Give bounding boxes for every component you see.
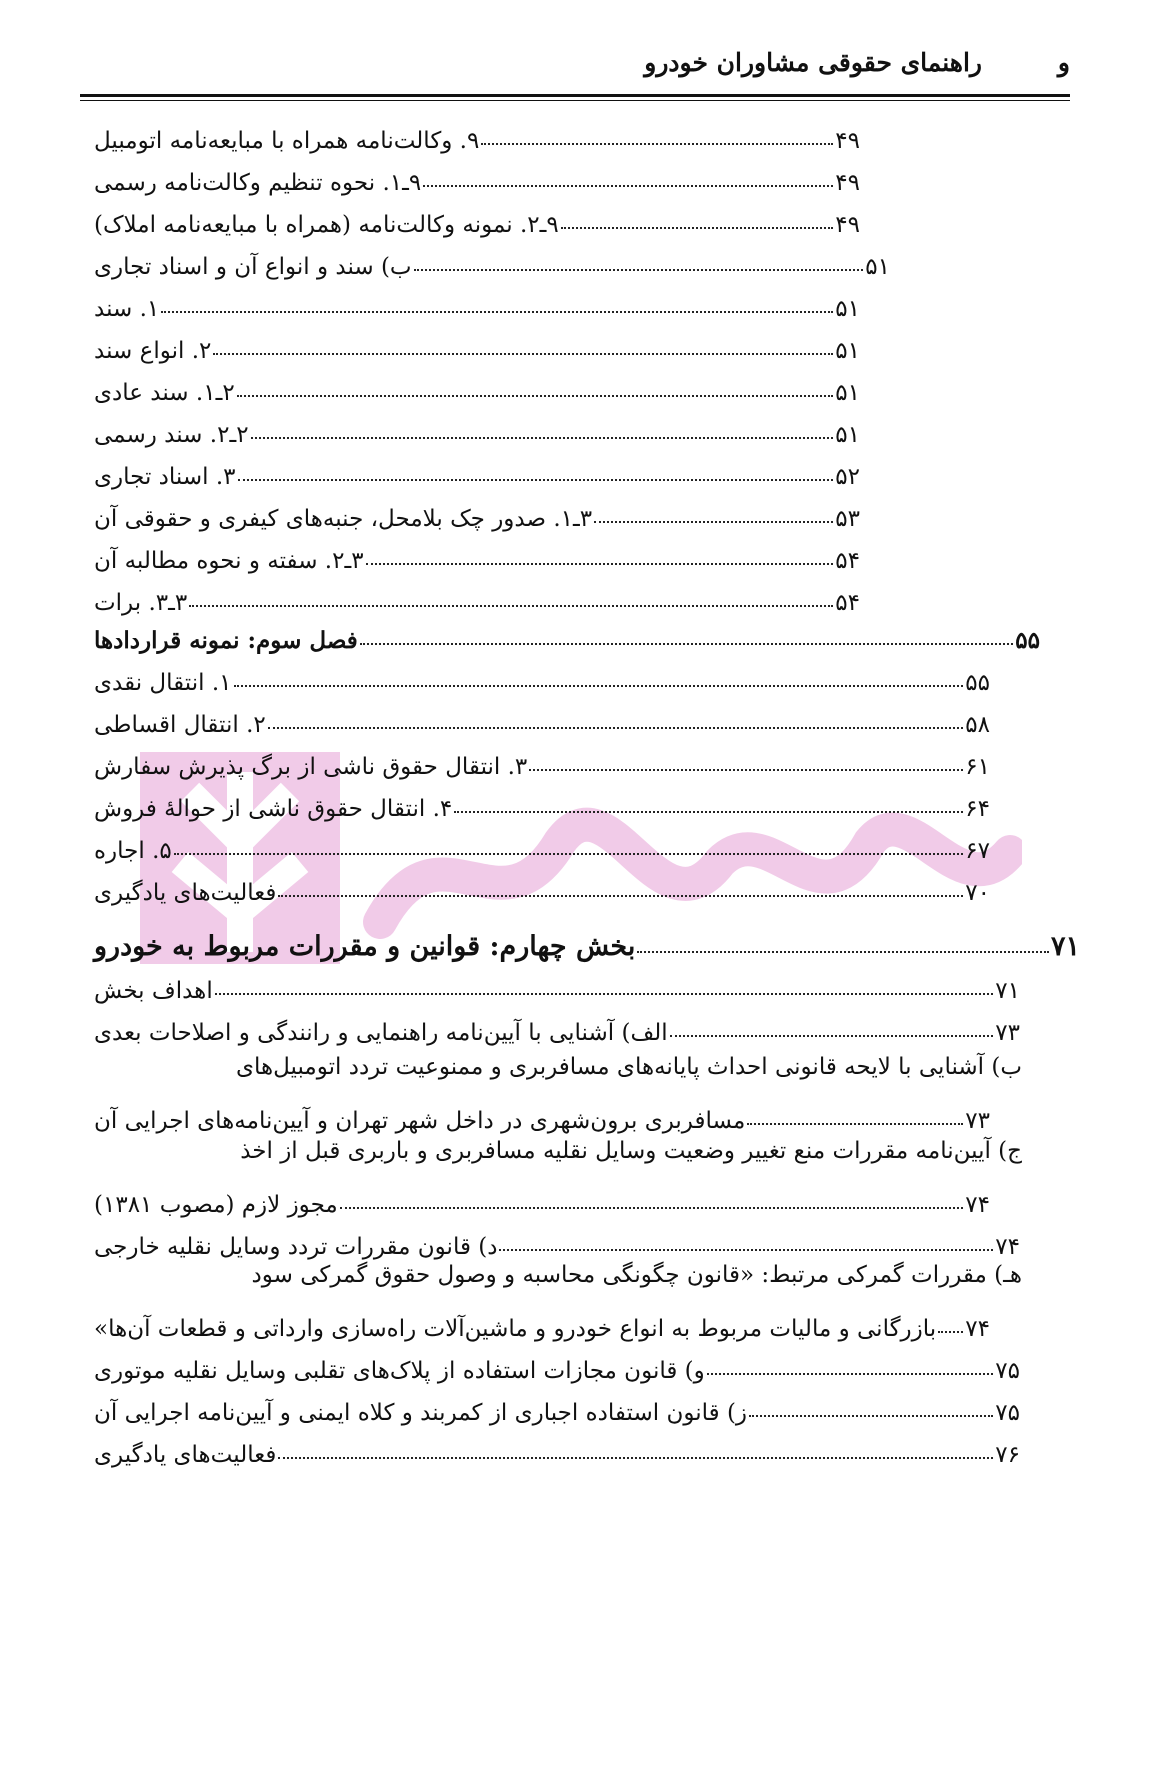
toc-entry-page: ۵۴ [835, 548, 860, 574]
leader-dots [215, 993, 994, 995]
toc-entry-page: ۷۰ [965, 880, 990, 906]
leader-dots [747, 1123, 963, 1125]
leader-dots [938, 1331, 963, 1333]
toc-entry-page: ۷۵ [995, 1358, 1020, 1384]
leader-dots [234, 685, 964, 687]
toc-entry[interactable] [90, 238, 892, 280]
toc-entry-page: ۶۷ [965, 838, 990, 864]
toc-entry[interactable] [90, 1342, 1022, 1384]
toc-entry[interactable] [90, 532, 862, 574]
toc-entry-first-line: ب) آشنایی با لایحه قانونی احداث پایانه‌های مسافربری و ممنوعیت تردد اتومبیل‌های [235, 1054, 1022, 1080]
toc-entry-page: ۴۹ [835, 128, 860, 154]
toc-entry-page: ۵۱ [865, 254, 890, 280]
toc-entry[interactable] [90, 822, 992, 864]
leader-dots [189, 605, 833, 607]
toc-entry[interactable] [90, 448, 862, 490]
toc-entry[interactable] [90, 364, 862, 406]
part-page: ۷۱ [1050, 931, 1080, 962]
toc-entry-title: ۳ـ۳. برات [94, 590, 188, 616]
toc-entry-title: ۵. اجاره [94, 838, 172, 864]
toc-entry-title: ۳. انتقال حقوق ناشی از برگ پذیرش سفارش [94, 754, 528, 780]
leader-dots [237, 395, 834, 397]
toc-entry-title: د) قانون مقررات تردد وسایل نقلیه خارجی [94, 1234, 498, 1260]
leader-dots [637, 951, 1049, 953]
leader-dots [360, 643, 1014, 645]
leader-dots [561, 227, 834, 229]
toc-entry-page: ۶۴ [965, 796, 990, 822]
toc-entry-title: فعالیت‌های یادگیری [94, 1442, 277, 1468]
toc-entry-page: ۵۸ [965, 712, 990, 738]
toc-entry[interactable] [90, 1176, 992, 1218]
toc-entry-page: ۷۳ [965, 1108, 990, 1134]
leader-dots [213, 353, 833, 355]
toc-entry[interactable] [90, 112, 862, 154]
toc-entry-title: ۳ـ۱. صدور چک بلامحل، جنبه‌های کیفری و حقوقی آن [94, 506, 593, 532]
toc-entry-page: ۷۴ [995, 1234, 1020, 1260]
leader-dots [161, 311, 833, 313]
leader-dots [340, 1207, 964, 1209]
leader-dots [268, 727, 964, 729]
toc-entry[interactable] [90, 1384, 1022, 1426]
toc-entry-title: ب) سند و انواع آن و اسناد تجاری [94, 254, 412, 280]
leader-dots [174, 853, 964, 855]
toc-entry-page: ۵۵ [965, 670, 990, 696]
toc-entry-title: ۲ـ۱. سند عادی [94, 380, 235, 406]
part-heading[interactable] [90, 914, 1082, 962]
toc-entry[interactable] [90, 864, 992, 906]
toc-entry-title: ۹ـ۱. نحوه تنظیم وکالت‌نامه رسمی [94, 170, 422, 196]
toc-entry-page: ۶۱ [965, 754, 990, 780]
toc-entry-page: ۷۶ [995, 1442, 1020, 1468]
toc-entry[interactable] [90, 696, 992, 738]
chapter-heading[interactable] [90, 612, 1042, 654]
leader-dots [414, 269, 864, 271]
page-number: و [1057, 48, 1070, 77]
toc-entry[interactable] [90, 574, 862, 616]
toc-entry-title: ۲ـ۲. سند رسمی [94, 422, 249, 448]
toc-entry-page: ۷۴ [965, 1316, 990, 1342]
part-title: بخش چهارم: قوانین و مقررات مربوط به خودرو [94, 931, 636, 962]
toc-entry[interactable] [90, 406, 862, 448]
chapter-page: ۵۵ [1015, 627, 1040, 654]
toc-entry-title: ۳. اسناد تجاری [94, 464, 236, 490]
toc-entry-page: ۵۱ [835, 380, 860, 406]
toc-entry-page: ۵۴ [835, 590, 860, 616]
toc-entry-page: ۷۴ [965, 1192, 990, 1218]
book-title: راهنمای حقوقی مشاوران خودرو [644, 48, 982, 77]
toc-entry-title: ۲. انتقال اقساطی [94, 712, 266, 738]
toc-entry[interactable] [90, 1004, 1022, 1046]
leader-dots [238, 479, 834, 481]
toc-entry-title: ۹ـ۲. نمونه وکالت‌نامه (همراه با مبایعه‌نامه املاک) [94, 212, 559, 238]
running-header [80, 44, 1070, 84]
leader-dots [278, 1457, 993, 1459]
toc-entry[interactable] [90, 322, 862, 364]
toc-entry[interactable] [90, 738, 992, 780]
leader-dots [251, 437, 834, 439]
toc-entry-title: بازرگانی و مالیات مربوط به انواع خودرو و ماشین‌آلات راه‌سازی وارداتی و قطعات آن‌ها» [94, 1316, 937, 1342]
toc-entry-title: ۹. وکالت‌نامه همراه با مبایعه‌نامه اتومبیل [94, 128, 480, 154]
toc-entry-page: ۵۱ [835, 296, 860, 322]
toc-entry-page: ۷۵ [995, 1400, 1020, 1426]
leader-dots [499, 1249, 993, 1251]
leader-dots [454, 811, 963, 813]
toc-entry[interactable] [90, 196, 862, 238]
toc-entry-title: فعالیت‌های یادگیری [94, 880, 277, 906]
toc-entry[interactable] [90, 154, 862, 196]
header-rule-thin [80, 100, 1070, 101]
toc-entry-page: ۷۱ [995, 978, 1020, 1004]
toc-entry-page: ۴۹ [835, 170, 860, 196]
chapter-title: فصل سوم: نمونه قراردادها [94, 627, 358, 654]
toc-entry-page: ۴۹ [835, 212, 860, 238]
toc-entry-title: اهداف بخش [94, 978, 213, 1004]
leader-dots [707, 1373, 994, 1375]
toc-entry-page: ۵۳ [835, 506, 860, 532]
toc-entry-first-line: ج) آیین‌نامه مقررات منع تغییر وضعیت وسایل نقلیه مسافربری و باربری قبل از اخذ [240, 1138, 1022, 1164]
toc-entry-page: ۵۱ [835, 422, 860, 448]
toc-entry-page: ۵۱ [835, 338, 860, 364]
toc-entry-title: مسافربری برون‌شهری در داخل شهر تهران و آیین‌نامه‌های اجرایی آن [94, 1108, 746, 1134]
leader-dots [670, 1035, 994, 1037]
toc-entry-title: ۱. انتقال نقدی [94, 670, 232, 696]
toc-entry[interactable] [90, 654, 992, 696]
toc-entry-first-line: هـ) مقررات گمرکی مرتبط: «قانون چگونگی محاسبه و وصول حقوق گمرکی سود [251, 1262, 1022, 1288]
toc-entry-title: ز) قانون استفاده اجباری از کمربند و کلاه ایمنی و آیین‌نامه اجرایی آن [94, 1400, 748, 1426]
toc-entry[interactable] [90, 280, 862, 322]
leader-dots [529, 769, 963, 771]
toc-entry[interactable] [90, 490, 862, 532]
toc-entry-page: ۵۲ [835, 464, 860, 490]
leader-dots [278, 895, 963, 897]
leader-dots [366, 563, 834, 565]
leader-dots [594, 521, 833, 523]
toc-entry[interactable] [90, 1092, 992, 1134]
toc-entry-title: ۳ـ۲. سفته و نحوه مطالبه آن [94, 548, 364, 574]
toc-entry[interactable] [90, 1426, 1022, 1468]
toc-entry-title: ۱. سند [94, 296, 160, 322]
toc-entry[interactable] [90, 1218, 1022, 1260]
toc-entry-title: و) قانون مجازات استفاده از پلاک‌های تقلبی وسایل نقلیه موتوری [94, 1358, 705, 1384]
header-rule-thick [80, 94, 1070, 97]
toc-entry[interactable] [90, 1300, 992, 1342]
toc-entry[interactable] [90, 962, 1022, 1004]
leader-dots [423, 185, 833, 187]
leader-dots [481, 143, 833, 145]
toc-entry-title: مجوز لازم (مصوب ۱۳۸۱) [94, 1192, 338, 1218]
toc-entry-page: ۷۳ [995, 1020, 1020, 1046]
toc-entry-title: ۴. انتقال حقوق ناشی از حوالهٔ فروش [94, 796, 453, 822]
leader-dots [749, 1415, 993, 1417]
toc-entry-title: الف) آشنایی با آیین‌نامه راهنمایی و رانندگی و اصلاحات بعدی [94, 1020, 668, 1046]
toc-entry-title: ۲. انواع سند [94, 338, 212, 364]
toc-entry[interactable] [90, 780, 992, 822]
